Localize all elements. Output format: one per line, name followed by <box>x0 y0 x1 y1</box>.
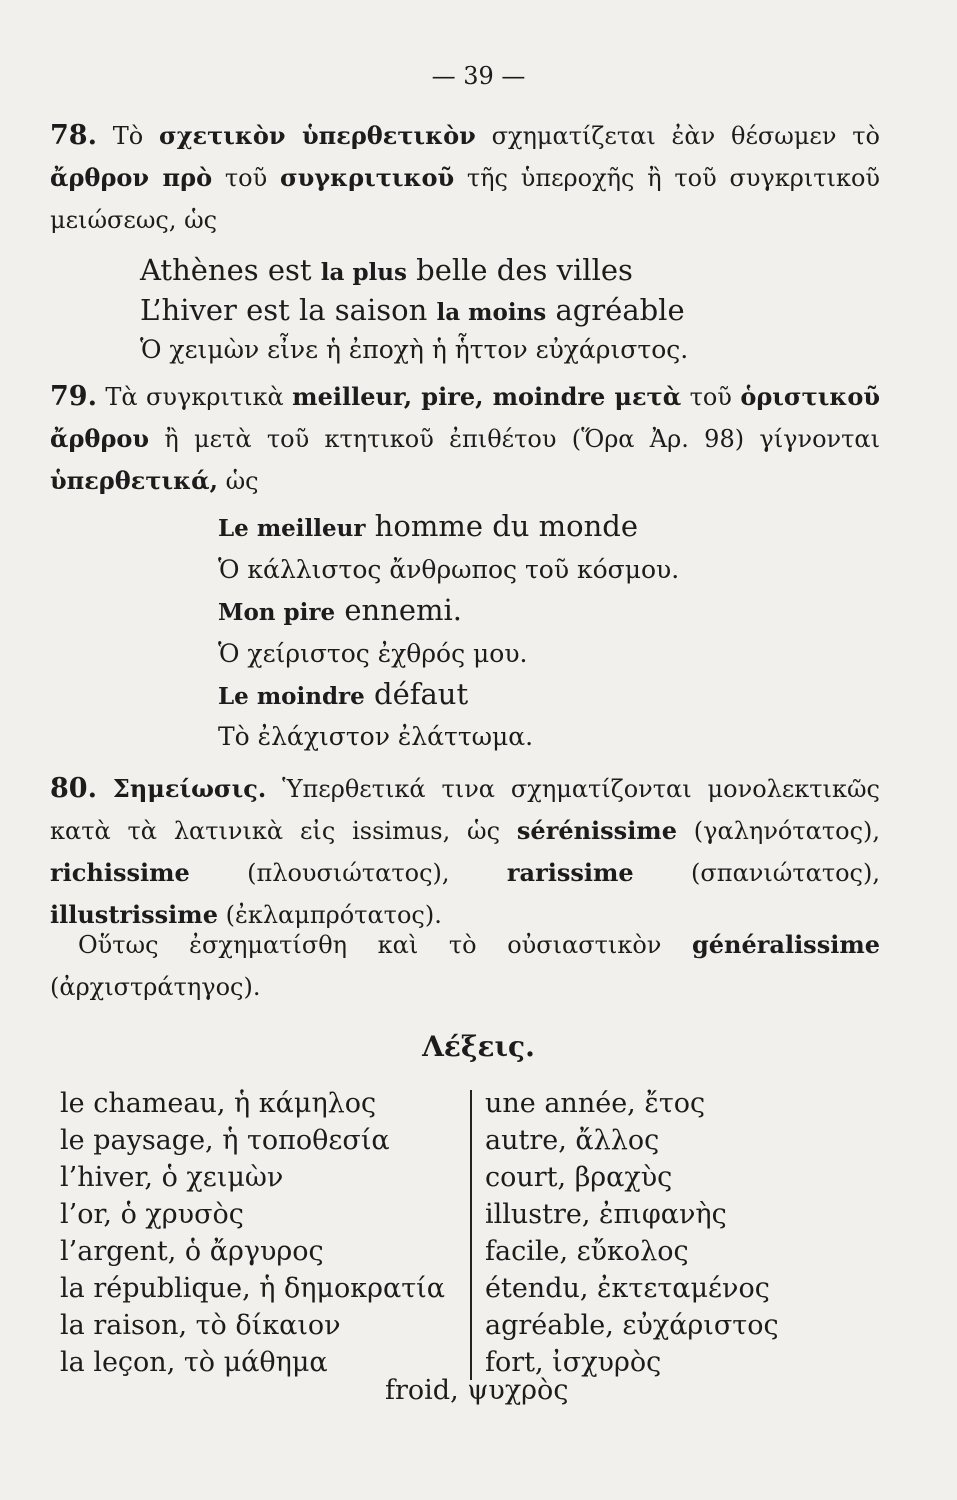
example-line <box>140 330 688 370</box>
text-run: Τὸ ἐλάχιστον ἐλάττωμα. <box>218 722 534 751</box>
vocab-item: la leçon, τὸ μάθημα <box>60 1347 328 1378</box>
section-78-number: 78. <box>50 120 97 151</box>
section-80-text <box>50 768 880 936</box>
example-line <box>218 717 533 757</box>
text-run: τοῦ <box>681 383 741 411</box>
example-line <box>218 590 462 633</box>
vocab-item: illustre, ἐπιφανὴς <box>485 1199 727 1230</box>
text-run: ennemi. <box>335 593 462 627</box>
bold-run: généralissime <box>691 930 880 959</box>
bold-run: Le moindre <box>218 683 365 710</box>
bold-run: σχετικὸν ὑπερθετικὸν <box>159 121 476 150</box>
text-run: agréable <box>546 293 685 327</box>
text-run: Τὰ συγκριτικὰ <box>105 383 293 411</box>
bold-run: sérénissime <box>516 816 677 845</box>
bold-run: ἄρθρον πρὸ <box>50 163 213 192</box>
bold-run: ὑπερθετικά, <box>50 466 218 495</box>
vocab-item: court, βραχὺς <box>485 1162 673 1193</box>
text-run: Οὕτως ἐσχηματίσθη καὶ τὸ οὐσιαστικὸν <box>78 931 692 959</box>
bold-run: ὁριστικοῦ ἄρθρου <box>50 382 880 453</box>
section-79-number: 79. <box>50 381 97 412</box>
vocabulary-heading: Λέξεις. <box>422 1030 535 1063</box>
bold-run: Le meilleur <box>218 515 366 542</box>
text-run: (ἀρχιστράτηγος). <box>50 973 261 1001</box>
vocab-item: l’hiver, ὁ χειμὼν <box>60 1162 284 1193</box>
vocab-item: le paysage, ἡ τοποθεσία <box>60 1125 390 1156</box>
column-divider <box>470 1090 472 1380</box>
text-run: (πλουσιώτατος), <box>189 859 507 887</box>
section-80-number: 80. <box>50 773 97 804</box>
vocab-item: la raison, τὸ δίκαιον <box>60 1310 341 1341</box>
text-run: τῆς ὑπεροχῆς ἢ τοῦ συγκριτικοῦ μειώσεως, ὡς <box>50 164 881 234</box>
vocab-item: fort, ἰσχυρὸς <box>485 1347 662 1378</box>
bold-run: illustrissime <box>50 900 218 929</box>
vocabulary-left-column <box>60 1085 445 1381</box>
example-line <box>218 550 679 590</box>
vocab-item: l’or, ὁ χρυσὸς <box>60 1199 244 1230</box>
bold-run: la moins <box>436 299 547 326</box>
text-run: défaut <box>364 677 469 711</box>
vocabulary-right-column <box>485 1085 779 1381</box>
text-run: homme du monde <box>365 509 639 543</box>
section-79-text <box>50 376 880 502</box>
example-line <box>218 506 638 549</box>
section-78-text <box>50 115 880 241</box>
text-run: Ὑπερθετικά τινα σχηματίζονται μονολεκτικῶς κατὰ τὰ λατινικὰ εἰς issimus, ὡς <box>50 775 880 845</box>
text-run: σχηματίζεται ἐὰν θέσωμεν τὸ <box>475 122 880 150</box>
text-run: Ὁ κάλλιστος ἄνθρωπος τοῦ κόσμου. <box>218 555 680 584</box>
bold-run: richissime <box>50 858 190 887</box>
vocab-item: le chameau, ἡ κάμηλος <box>60 1088 377 1119</box>
text-run: belle des villes <box>406 253 633 287</box>
example-line <box>140 290 685 333</box>
bold-run: Mon pire <box>218 599 336 626</box>
text-run: Ὁ χείριστος ἐχθρός μου. <box>218 639 528 668</box>
example-line <box>140 250 633 293</box>
vocab-item: agréable, εὐχάριστος <box>485 1310 779 1341</box>
bold-run: Σημείωσις. <box>112 774 267 803</box>
bold-run: συγκριτικοῦ <box>279 163 455 192</box>
page-number: — 39 — <box>431 62 526 90</box>
text-run: Τὸ <box>112 122 160 150</box>
text-run: ὡς <box>217 467 259 495</box>
text-run: Ὁ χειμὼν εἶνε ἡ ἐποχὴ ἡ ἧττον εὐχάριστος. <box>140 335 689 364</box>
text-run: (σπανιώτατος), <box>633 859 880 887</box>
vocab-item: autre, ἄλλος <box>485 1125 660 1156</box>
text-run: τοῦ <box>212 164 280 192</box>
vocab-item: la république, ἡ δημοκρατία <box>60 1273 445 1304</box>
vocab-item: étendu, ἐκτεταμένος <box>485 1273 770 1304</box>
bold-run: meilleur, pire, moindre μετὰ <box>292 382 682 411</box>
vocab-item: facile, εὔκολος <box>485 1236 689 1267</box>
text-run: L’hiver est la saison <box>140 293 437 327</box>
bold-run: rarissime <box>506 858 634 887</box>
vocab-item: une année, ἔτος <box>485 1088 706 1119</box>
text-run: ἢ μετὰ τοῦ κτητικοῦ ἐπιθέτου (Ὅρα Ἀρ. 98) γίγνονται <box>149 425 880 453</box>
example-line <box>218 674 468 717</box>
example-line <box>218 634 528 674</box>
text-run: (ἐκλαμπρότατος). <box>217 901 442 929</box>
bold-run: la plus <box>320 259 407 286</box>
vocab-last-item: froid, ψυχρὸς <box>385 1375 569 1406</box>
text-run: (γαληνότατος), <box>676 817 880 845</box>
text-run: Athènes est <box>140 253 321 287</box>
vocab-item: l’argent, ὁ ἄργυρος <box>60 1236 324 1267</box>
section-80-note <box>50 924 880 1008</box>
